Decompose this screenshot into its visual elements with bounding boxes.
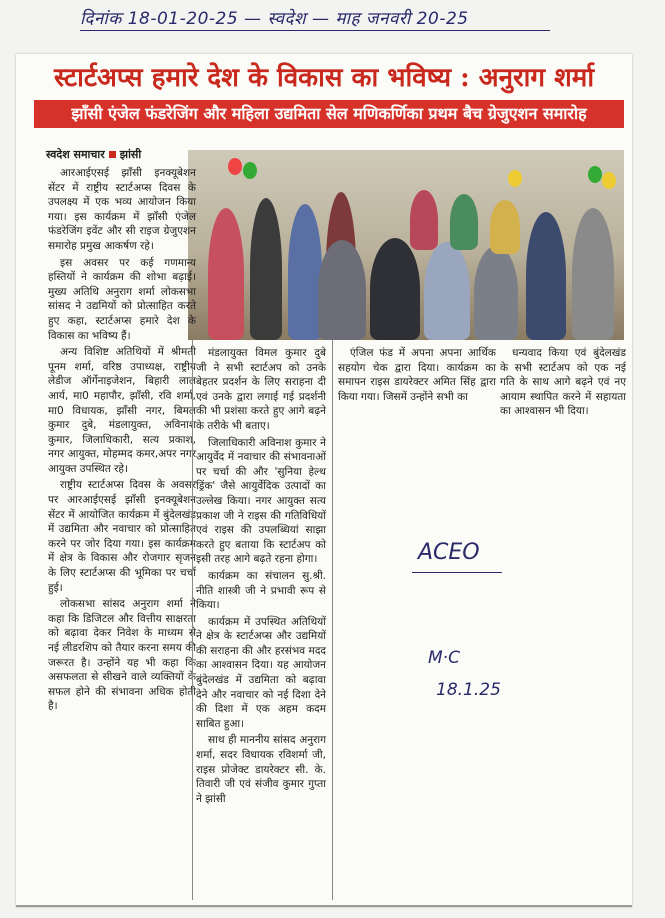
- balloon-icon: [508, 170, 522, 187]
- byline-source: स्वदेश समाचार: [46, 148, 105, 161]
- person-figure: [288, 204, 322, 340]
- byline: [46, 147, 141, 162]
- person-figure: [318, 240, 366, 340]
- paragraph: साथ ही माननीय सांसद अनुराग शर्मा, सदर विधायक रविशर्मा जी, राइस प्रोजेक्ट डायरेक्टर सी. के. तिवारी जी एवं संजीव कुमार गुप्ता ने झांसी: [196, 734, 326, 805]
- handwritten-sign-date: 18.1.25: [436, 680, 501, 700]
- person-figure: [490, 200, 520, 254]
- balloon-icon: [228, 158, 242, 175]
- paragraph: जिलाधिकारी अविनाश कुमार ने आयुर्वेद में नवाचार की संभावनाओं पर चर्चा की और 'सुनिया हेल्थ ड्रिंक' जैसे आयुर्वेदिक उत्पादों का उल्लेख किया। नगर आयुक्त सत्य प्रकाश जी ने राइस की गतिविधियों एवं राइस की उपलब्धियां साझा करते हुए बताया कि स्टार्टअप को इसी तरह आगे बढ़ते रहना होगा।: [196, 436, 326, 566]
- handwritten-underline: [412, 572, 502, 573]
- article-column-3: [338, 346, 496, 406]
- person-figure: [370, 238, 420, 340]
- paragraph: कार्यक्रम में उपस्थित अतिथियों ने क्षेत्र के स्टार्टअप्स और उद्यमियों की सराहना की और हरसंभव मदद का आश्वासन दिया। यह आयोजन बुंदेलखंड में उद्यमिता को बढ़ावा देने और नवाचार को नई दिशा देने की दिशा में एक अहम कदम साबित हुआ।: [196, 615, 326, 730]
- paragraph: धन्यवाद किया एवं बुंदेलखंड के सभी स्टार्टअप को एक नई गति के साथ आगे बढ़ने एवं नए आयाम स्थापित करने में सहायता का आश्वासन भी दिया।: [500, 347, 626, 418]
- column-rule: [332, 340, 333, 900]
- person-figure: [250, 198, 282, 340]
- handwritten-aceo: ACEO: [418, 540, 480, 565]
- article-subheadline: झाँसी एंजेल फंडरेजिंग और महिला उद्यमिता सेल मणिकर्णिका प्रथम बैच ग्रेजुएशन समारोह: [34, 100, 624, 128]
- article-headline: स्टार्टअप्स हमारे देश के विकास का भविष्य : अनुराग शर्मा: [53, 63, 595, 93]
- person-figure: [526, 212, 566, 340]
- clipping-bottom-edge: [16, 905, 632, 907]
- paragraph: कार्यक्रम का संचालन सु.श्री. नीति शास्त्री जी ने प्रभावी रूप से किया।: [196, 569, 326, 612]
- article-column-4: [500, 346, 626, 421]
- balloon-icon: [602, 172, 616, 189]
- article-column-2: [196, 346, 326, 808]
- person-figure: [424, 242, 470, 340]
- handwritten-initials: M·C: [428, 648, 460, 668]
- paragraph: अन्य विशिष्ट अतिथियों में श्रीमती पूनम शर्मा, वरिष्ठ उपाध्यक्ष, राष्ट्रीय लेडीज ऑर्गेनाइजेशन, बिहारी लाल आर्य, मा0 महापौर, झाँसी, रवि शर्मा, मा0 विधायक, झाँसी नगर, बिमल कुमार दुबे, मंडलायुक्त, अविनाश कुमार, जिलाधिकारी, सत्य प्रकाश, नगर आयुक्त, मोहम्मद कमर,अपर नगर आयुक्त उपस्थित रहे।: [48, 346, 196, 475]
- person-figure: [474, 246, 518, 340]
- paragraph: लोकसभा सांसद अनुराग शर्मा ने कहा कि डिजिटल और वित्तीय साक्षरता को बढ़ावा देकर निवेश के माध्यम से नई लीडरशिप को तैयार करना समय की जरूरत है। उन्होंने यह भी कहा कि असफलता से सीखने वाले व्यक्तियों के सफल होने की संभावना अधिक होती है।: [48, 598, 196, 713]
- paragraph: आरआईएसई झाँसी इनक्यूबेशन सेंटर में राष्ट्रीय स्टार्टअप्स दिवस के उपलक्ष्य में एक भव्य आयोजन किया गया। इस कार्यक्रम में झाँसी एंजेल फंडरेजिंग इवेंट और सी राइज ग्रेजुएशन समारोह प्रमुख आकर्षण रहे।: [48, 167, 196, 252]
- person-figure: [572, 208, 614, 340]
- balloon-icon: [588, 166, 602, 183]
- handwritten-date-note: दिनांक 18-01-20-25 — स्वदेश — माह जनवरी 20-25: [80, 9, 469, 29]
- event-photo: [188, 150, 624, 340]
- paragraph: एंजिल फंड में अपना अपना आर्थिक सहयोग चेक द्वारा दिया। कार्यक्रम का समापन राइस डायरेक्टर अमित सिंह द्वारा किया गया। जिसमें उन्होंने सभी का: [338, 347, 496, 403]
- person-figure: [450, 194, 478, 250]
- balloon-icon: [243, 162, 257, 179]
- paragraph: राष्ट्रीय स्टार्टअप्स दिवस के अवसर पर आरआईएसई झाँसी इनक्यूबेशन सेंटर में आयोजित कार्यक्रम में बुंदेलखंड में उद्यमिता और नवाचार को प्रोत्साहित करने पर जोर दिया गया। इस कार्यक्रम में क्षेत्र के विकास और रोजगार सृजन के लिए स्टार्टअप्स की भूमिका पर चर्चा हुई।: [48, 479, 196, 594]
- paragraph: मंडलायुक्त विमल कुमार दुबे जी ने सभी स्टार्टअप को उनके बेहतर प्रदर्शन के लिए सराहना दी एवं उनके द्वारा लगाई गई प्रदर्शनी की भी प्रशंसा करते हुए आगे बढ़ने के तरीके भी बताए।: [196, 347, 326, 432]
- person-figure: [208, 208, 244, 340]
- byline-city: झांसी: [119, 148, 142, 161]
- byline-square-icon: [109, 151, 116, 158]
- column-rule: [192, 340, 193, 900]
- person-figure: [410, 190, 438, 250]
- handwritten-underline: [80, 30, 550, 31]
- article-column-1: [48, 166, 196, 716]
- paragraph: इस अवसर पर कई गणमान्य हस्तियों ने कार्यक्रम की शोभा बढ़ाई। मुख्य अतिथि अनुराग शर्मा लोकसभा सांसद ने उद्यमियों को प्रोत्साहित करते हुए कहा, स्टार्टअप्स हमारे देश के विकास का भविष्य हैं।: [48, 256, 196, 342]
